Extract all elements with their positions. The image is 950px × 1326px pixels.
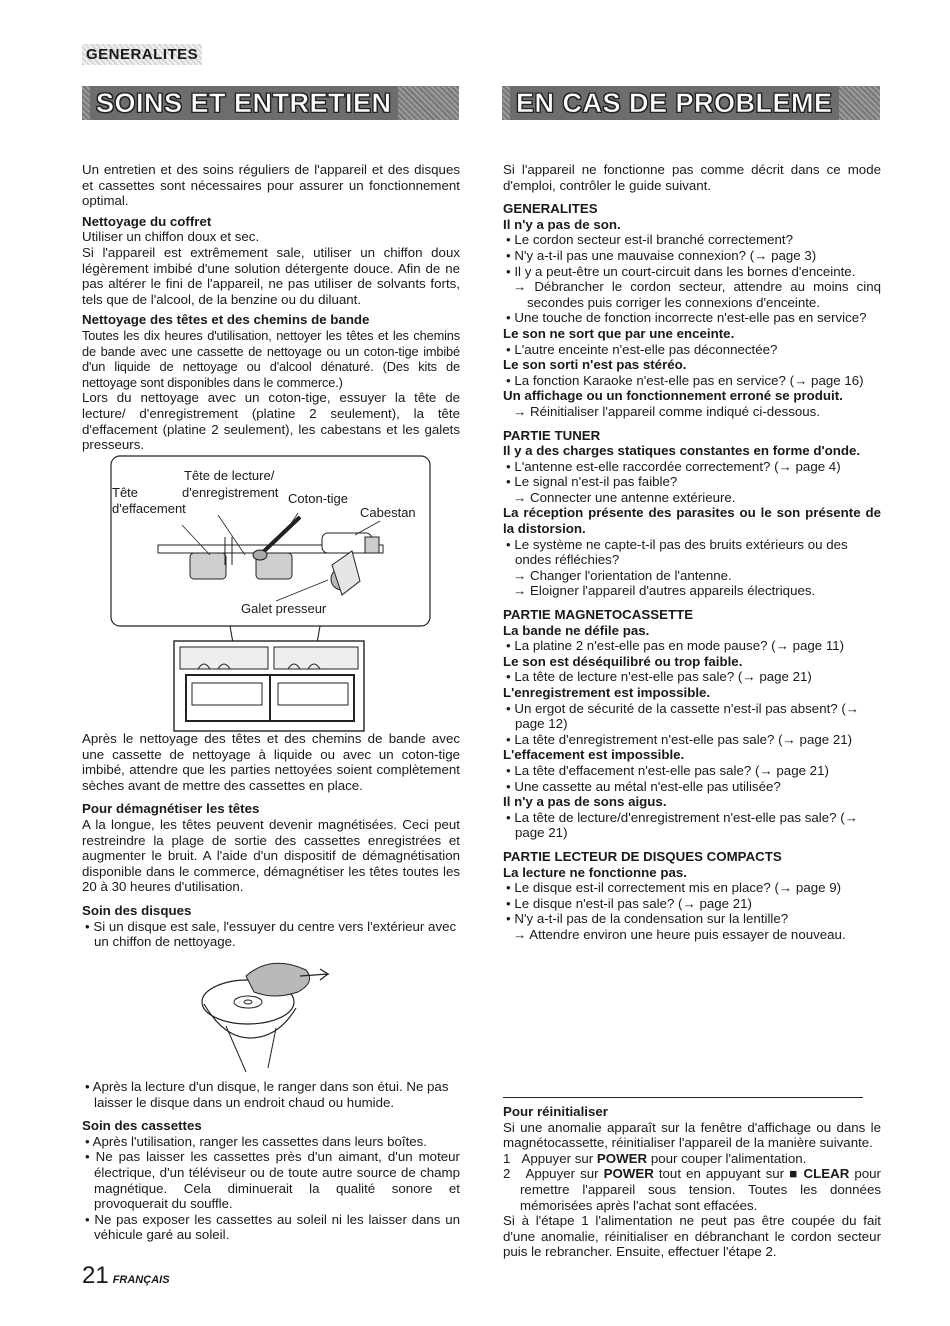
heads-text-2: Lors du nettoyage avec un coton-tige, essuyer la tête de lecture/ d'enregistrement (platine 2 seulement), la tête d'effacement (platine 2 seulement), les cabestans et les galets presseurs.: [82, 390, 460, 453]
disc-wiping-illustration: [196, 946, 336, 1072]
heads-cleaning-illustration: [110, 455, 432, 738]
general-q4: Un affichage ou un fonctionnement erroné se produit.: [503, 388, 843, 404]
demag-text: A la longue, les têtes peuvent devenir magnétisées. Ceci peut restreindre la plage de sortie des cassettes enregistrées et augmenter le bruit. A l'aide d'un dispositif de démagnétisation disponible dans le commerce, démagnétiser les têtes toutes les 20 à 30 heures d'utilisation.: [82, 816, 460, 895]
general-q1-b2: • N'y a-t-il pas une mauvaise connexion? (→ page 3): [506, 247, 817, 263]
reset-step-2: [503, 1166, 881, 1213]
banner-troubleshooting-title: EN CAS DE PROBLEME: [510, 86, 839, 120]
figure-label-swab: Coton-tige: [288, 491, 348, 506]
general-q1: Il n'y a pas de son.: [503, 216, 621, 232]
figure-label-erase-head-2: d'effacement: [112, 501, 186, 516]
tape-heading: PARTIE MAGNETOCASSETTE: [503, 607, 694, 623]
reset-step-1-text-a: Appuyer sur: [521, 1150, 597, 1166]
reset-step-1-key: POWER: [596, 1150, 648, 1166]
reset-divider: [503, 1097, 863, 1098]
reset-section: [503, 1104, 881, 1260]
disc-care-bullet-1: • Si un disque est sale, l'essuyer du centre vers l'extérieur avec un chiffon de nettoyage.: [85, 918, 457, 950]
tape-q1: La bande ne défile pas.: [503, 622, 650, 638]
tuner-q2: La réception présente des parasites ou le son présente de la distorsion.: [503, 505, 881, 537]
reset-text-1: Si une anomalie apparaît sur la fenêtre d'affichage ou dans le magnétocassette, réinitialiser l'appareil de la manière suivante.: [503, 1119, 881, 1151]
page-footer: [82, 1262, 170, 1290]
language-label: FRANÇAIS: [112, 1274, 170, 1286]
banner-troubleshooting: [502, 86, 880, 120]
figure-label-erase-head-1: Tête: [112, 485, 139, 500]
general-q3: Le son sorti n'est pas stéréo.: [503, 357, 687, 373]
demag-heading: Pour démagnétiser les têtes: [82, 801, 260, 817]
heads-text-1: Toutes les dix heures d'utilisation, nettoyer les têtes et les chemins de bande avec une cassette de nettoyage ou un coton-tige imbibé d'un liquide de nettoyage ou d'alcool dénaturé. (Des kits de nettoyage sont disponibles dans le commerce.): [82, 327, 460, 390]
cd-q1-b2: • Le disque n'est-il pas sale? (→ page 21): [506, 895, 752, 911]
cd-q1: La lecture ne fonctionne pas.: [503, 864, 687, 880]
figure-label-pinch-roller: Galet presseur: [241, 601, 327, 616]
disc-care-bullet-2: • Après la lecture d'un disque, le ranger dans son étui. Ne pas laisser le disque dans un endroit chaud ou humide.: [85, 1079, 449, 1110]
figure-label-rec-head-1: Tête de lecture/: [184, 468, 275, 483]
care-column-middle: [82, 731, 460, 950]
reset-step-2-text-b: tout en appuyant sur: [653, 1166, 790, 1182]
disc-care-heading: Soin des disques: [82, 902, 192, 918]
figure-label-capstan: Cabestan: [360, 505, 416, 520]
reset-step-2-key-power: POWER: [603, 1166, 654, 1182]
tape-q4-b2: • Une cassette au métal n'est-elle pas utilisée?: [506, 778, 781, 794]
reset-text-2: Si à l'étape 1 l'alimentation ne peut pas être coupée du fait d'une anomalie, réinitialiser en débranchant le cordon secteur puis le rebrancher. Ensuite, effectuer l'étape 2.: [503, 1213, 881, 1260]
tuner-q1: Il y a des charges statiques constantes en forme d'onde.: [503, 443, 861, 459]
cabinet-text-1: Utiliser un chiffon doux et sec.: [82, 229, 260, 245]
after-cleaning-text: Après le nettoyage des têtes et des chemins de bande avec une cassette de nettoyage à liquide ou avec un coton-tige imbibé, attendre que les parties nettoyées soient complètement sèches avant de mettre des cassettes en place.: [82, 731, 460, 793]
cabinet-heading: Nettoyage du coffret: [82, 213, 212, 229]
tape-q2: Le son est déséquilibré ou trop faible.: [503, 653, 743, 669]
tape-care-bullet-2: • Ne pas laisser les cassettes près d'un aimant, d'un moteur électrique, d'un téléviseur ou de toute autre source de champ magnétique. Cela diminuerait la qualité sonore et provoquerait du souffle.: [85, 1149, 460, 1212]
tape-q2-b1: • La tête de lecture n'est-elle pas sale? (→ page 21): [506, 669, 812, 685]
general-q1-b3: • Il y a peut-être un court-circuit dans les bornes d'enceinte.: [506, 263, 856, 279]
reset-step-1-number: 1: [503, 1150, 511, 1166]
tape-q5: Il n'y a pas de sons aigus.: [503, 794, 667, 810]
tape-q5-b1: • La tête de lecture/d'enregistrement n'est-elle pas sale? (→ page 21): [506, 809, 858, 841]
reset-step-1: [503, 1151, 881, 1167]
tuner-q2-a1: → Changer l'orientation de l'antenne.: [513, 567, 732, 583]
banner-care-title: SOINS ET ENTRETIEN: [90, 86, 398, 120]
tape-q4: L'effacement est impossible.: [503, 747, 685, 763]
tape-q1-b1: • La platine 2 n'est-elle pas en mode pause? (→ page 11): [506, 638, 845, 654]
general-q2: Le son ne sort que par une enceinte.: [503, 325, 735, 341]
cd-q1-b3: • N'y a-t-il pas de la condensation sur la lentille?: [506, 911, 789, 927]
tuner-heading: PARTIE TUNER: [503, 427, 601, 443]
general-q4-a1: → Réinitialiser l'appareil comme indiqué ci-dessous.: [513, 403, 821, 419]
troubleshooting-intro: Si l'appareil ne fonctionne pas comme décrit dans ce mode d'emploi, contrôler le guide suivant.: [503, 162, 881, 193]
reset-step-2-text-a: Appuyer sur: [525, 1166, 604, 1182]
tape-q3-b2: • La tête d'enregistrement n'est-elle pas sale? (→ page 21): [506, 731, 853, 747]
tuner-q2-b1: • Le système ne capte-t-il pas des bruits extérieurs ou des ondes réfléchies?: [506, 536, 848, 568]
cd-q1-a3: → Attendre environ une heure puis essayer de nouveau.: [513, 926, 846, 942]
tape-q3-b1: • Un ergot de sécurité de la cassette n'est-il pas absent? (→ page 12): [506, 700, 860, 732]
cd-heading: PARTIE LECTEUR DE DISQUES COMPACTS: [503, 848, 782, 864]
figure-label-rec-head-2: d'enregistrement: [182, 485, 279, 500]
section-tag: GENERALITES: [82, 44, 202, 65]
general-q1-b4: • Une touche de fonction incorrecte n'est-elle pas en service?: [506, 310, 867, 326]
banner-care: [82, 86, 459, 120]
tuner-q1-b1: • L'antenne est-elle raccordée correctement? (→ page 4): [506, 458, 841, 474]
reset-step-2-number: 2: [503, 1166, 511, 1182]
heads-heading: Nettoyage des têtes et des chemins de bande: [82, 312, 370, 328]
tuner-q1-b2: • Le signal n'est-il pas faible?: [506, 474, 678, 490]
reset-step-2-key-clear: ■ CLEAR: [789, 1166, 850, 1182]
care-column: [82, 162, 460, 453]
reset-step-2-text-c: pour remettre l'appareil sous tension. Toutes les données mémorisées après l'achat sont effacées.: [520, 1166, 881, 1213]
tape-care-bullet-1: • Après l'utilisation, ranger les cassettes dans leurs boîtes.: [85, 1133, 428, 1149]
tuner-q2-a2: → Eloigner l'appareil d'autres appareils électriques.: [513, 583, 816, 599]
general-q1-a3: → Débrancher le cordon secteur, attendre au moins cinq secondes puis corriger les connexions d'enceinte.: [513, 279, 881, 310]
cd-q1-b1: • Le disque est-il correctement mis en place? (→ page 9): [506, 880, 842, 896]
reset-heading: Pour réinitialiser: [503, 1104, 608, 1119]
care-column-bottom: [82, 1079, 460, 1243]
troubleshooting-column: [503, 162, 881, 943]
general-heading: GENERALITES: [503, 201, 598, 217]
page-number: 21: [82, 1262, 109, 1289]
general-q1-b1: • Le cordon secteur est-il branché correctement?: [506, 232, 793, 248]
tape-q3: L'enregistrement est impossible.: [503, 685, 711, 700]
tape-care-heading: Soin des cassettes: [82, 1118, 202, 1134]
tape-care-bullet-3: • Ne pas exposer les cassettes au soleil ni les laisser dans un véhicule garé au soleil.: [85, 1211, 460, 1243]
cabinet-text-2: Si l'appareil est extrêmement sale, utiliser un chiffon doux légèrement imbibé d'une solution détergente douce. Afin de ne pas altérer le fini de l'appareil, ne pas utiliser de solvants forts, tels que de l'alcool, de la benzine ou du diluant.: [82, 244, 460, 307]
general-q3-b1: • La fonction Karaoke n'est-elle pas en service? (→ page 16): [506, 372, 864, 388]
care-intro: Un entretien et des soins réguliers de l'appareil et des disques et cassettes sont nécessaires pour assurer un fonctionnement optimal.: [82, 162, 460, 209]
tuner-q1-a2: → Connecter une antenne extérieure.: [513, 489, 736, 505]
tape-q4-b1: • La tête d'effacement n'est-elle pas sale? (→ page 21): [506, 762, 829, 778]
reset-step-1-text-b: pour couper l'alimentation.: [647, 1150, 807, 1166]
general-q2-b1: • L'autre enceinte n'est-elle pas déconnectée?: [506, 341, 778, 357]
